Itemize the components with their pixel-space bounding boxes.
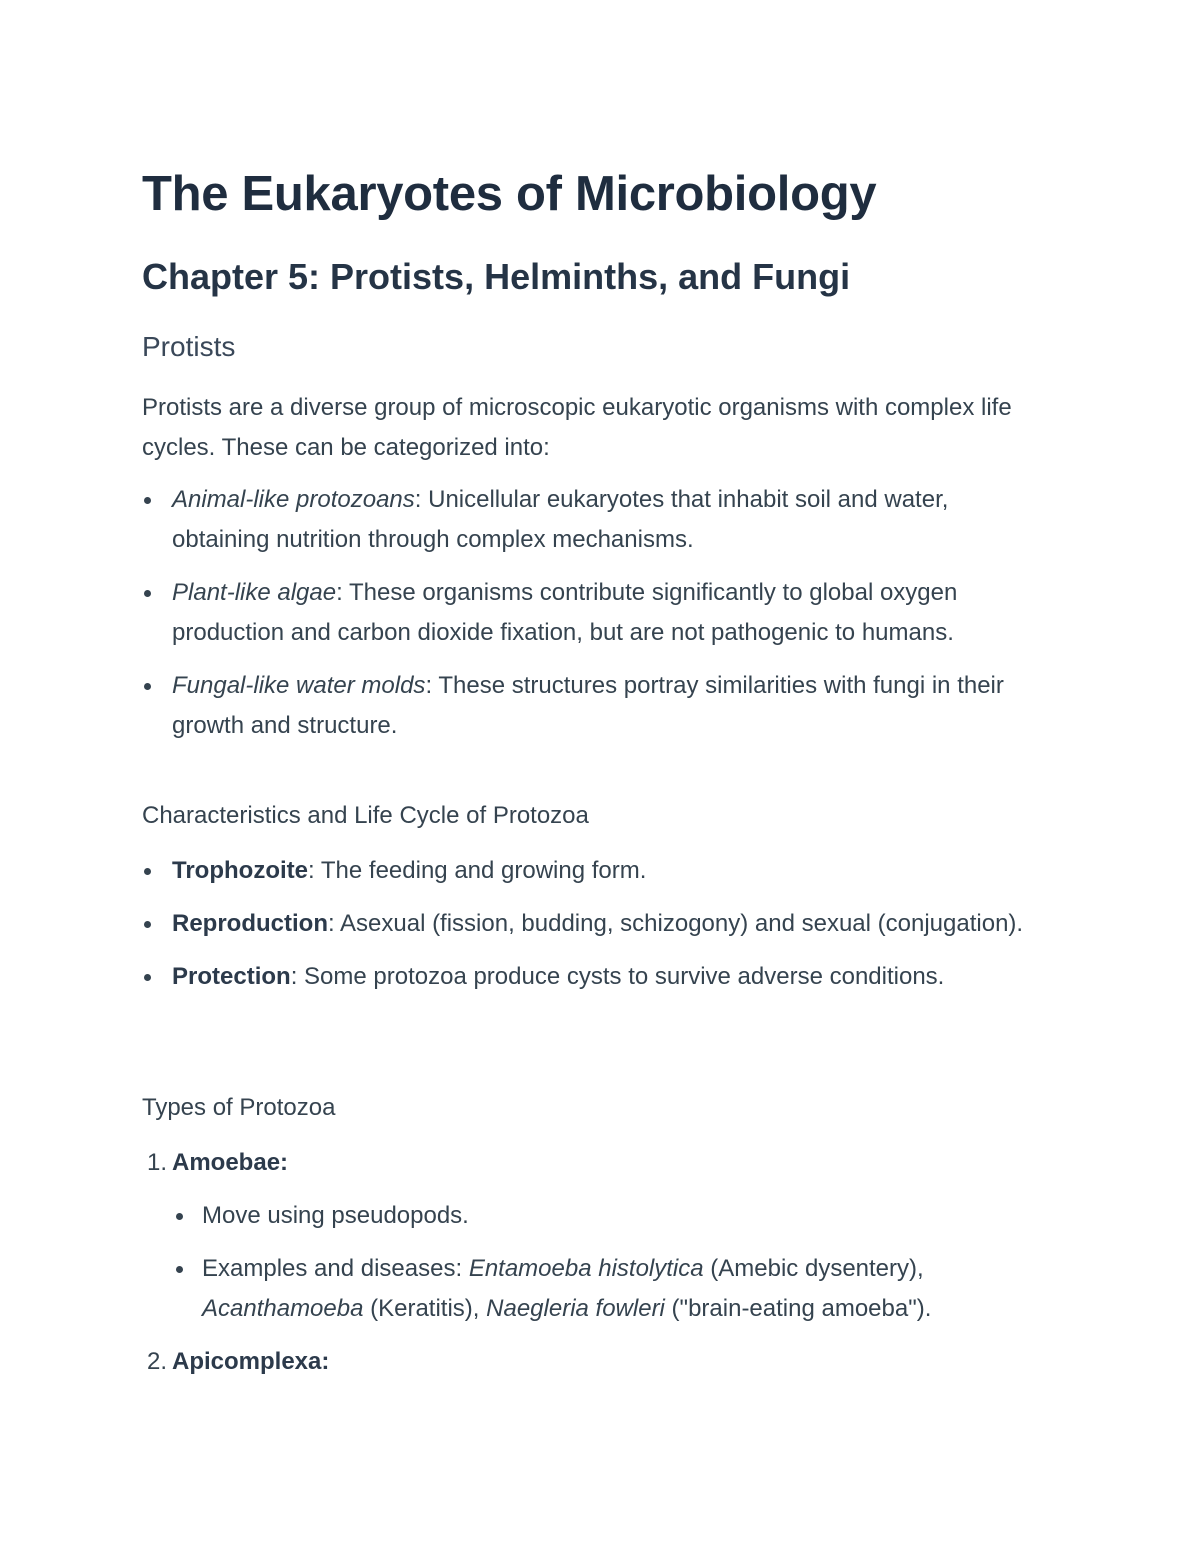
list-item (142, 957, 1052, 997)
disease-text: (Keratitis), (363, 1295, 487, 1322)
list-item (142, 851, 1052, 891)
characteristic-description: : Some protozoa produce cysts to survive adverse conditions. (290, 963, 945, 990)
characteristic-description: : The feeding and growing form. (307, 857, 647, 884)
list-item (142, 573, 1052, 653)
bullet-icon (144, 683, 151, 690)
movement-text: Move using pseudopods. (202, 1202, 469, 1229)
numbered-item-amoebae (147, 1143, 288, 1183)
bullet-icon (144, 974, 151, 981)
chapter-heading: Chapter 5: Protists, Helminths, and Fungi (142, 256, 851, 297)
category-term: Plant-like algae (172, 579, 337, 606)
intro-paragraph: Protists are a diverse group of microscopic eukaryotic organisms with complex life cycles. These can be categorized into: (142, 394, 1012, 461)
list-item (142, 666, 1052, 746)
bullet-icon (144, 497, 151, 504)
types-heading: Types of Protozoa (142, 1094, 336, 1121)
bullet-icon (176, 1266, 183, 1273)
characteristic-term: Reproduction (172, 910, 328, 937)
characteristic-term: Trophozoite (172, 857, 308, 884)
list-item (172, 1196, 1052, 1236)
document-title: The Eukaryotes of Microbiology (142, 167, 877, 221)
bullet-icon (144, 590, 151, 597)
characteristic-term: Protection (172, 963, 291, 990)
organism-name: Naegleria fowleri (486, 1295, 665, 1322)
list-item (142, 480, 1052, 560)
item-number: 1. (147, 1149, 168, 1176)
characteristics-heading: Characteristics and Life Cycle of Protozoa (142, 802, 589, 829)
bullet-icon (144, 868, 151, 875)
characteristics-list (142, 851, 1052, 1010)
section-heading-protists: Protists (142, 331, 236, 362)
category-term: Animal-like protozoans (172, 486, 415, 513)
bullet-icon (144, 921, 151, 928)
category-term: Fungal-like water molds (172, 672, 426, 699)
item-number: 2. (147, 1348, 168, 1375)
numbered-item-apicomplexa (147, 1342, 329, 1382)
category-description: : Unicellular eukaryotes that inhabit soil and water, obtaining nutrition through complex mechanisms. (172, 486, 949, 553)
category-description: : These structures portray similarities with fungi in their growth and structure. (172, 672, 1004, 739)
type-name: Apicomplexa: (172, 1348, 330, 1375)
list-item (142, 904, 1052, 944)
bullet-icon (176, 1213, 183, 1220)
organism-name: Acanthamoeba (202, 1295, 364, 1322)
examples-label: Examples and diseases: (202, 1255, 469, 1282)
amoebae-details-list (172, 1196, 1052, 1342)
organism-name: Entamoeba histolytica (468, 1255, 704, 1282)
category-description: : These organisms contribute significantly to global oxygen production and carbon dioxide fixation, but are not pathogenic to humans. (172, 579, 958, 646)
list-item (172, 1249, 1052, 1329)
disease-text: ("brain-eating amoeba"). (664, 1295, 932, 1322)
protist-categories-list (142, 480, 1052, 759)
type-name: Amoebae: (172, 1149, 289, 1176)
characteristic-description: : Asexual (fission, budding, schizogony) and sexual (conjugation). (328, 910, 1024, 937)
disease-text: (Amebic dysentery), (703, 1255, 924, 1282)
